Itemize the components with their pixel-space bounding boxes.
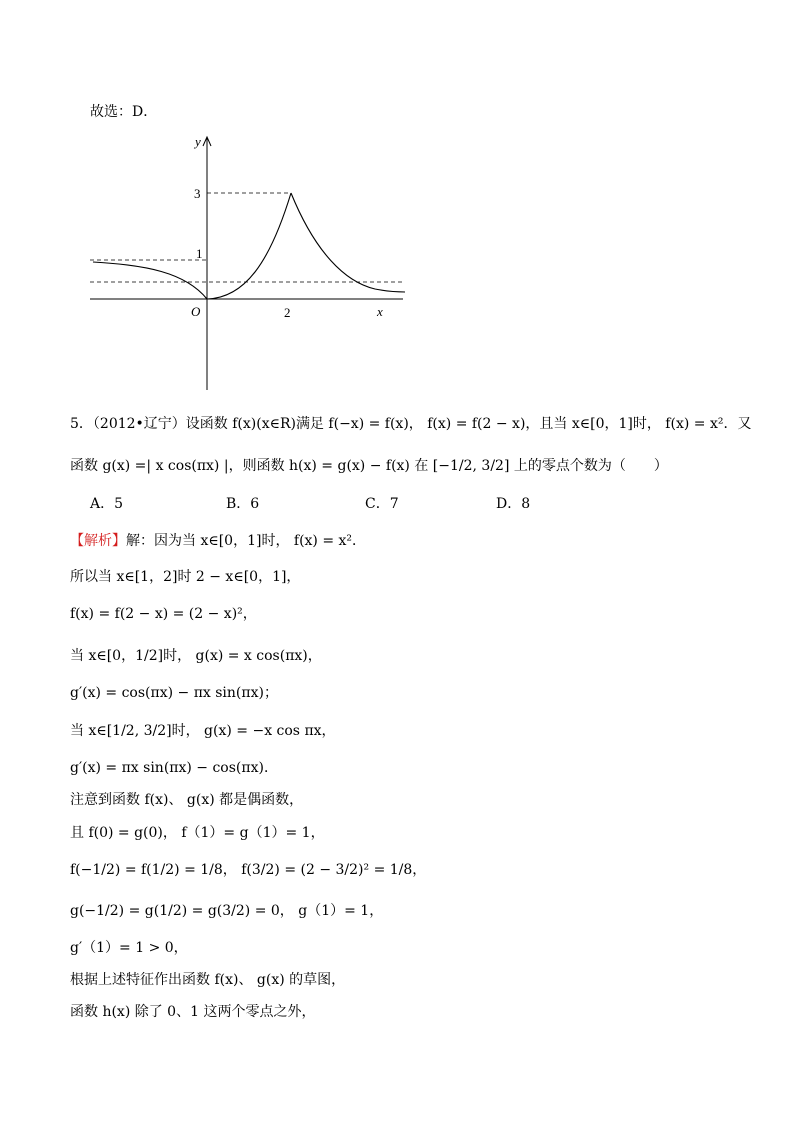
option-b: B．6 — [226, 496, 260, 512]
curve-falling — [291, 193, 405, 292]
solution-line-7: 注意到函数 f(x)、 g(x) 都是偶函数， — [70, 792, 304, 808]
solution-line-4: g′(x) = cos(πx) − πx sin(πx)； — [70, 685, 278, 701]
tick-label-2: 2 — [284, 305, 291, 320]
solution-line-1: 所以当 x∈[1，2]时 2 − x∈[0，1]， — [70, 569, 301, 585]
solution-line-12: 根据上述特征作出函数 f(x)、 g(x) 的草图， — [70, 972, 346, 988]
question-line-1-text: f(x)(x∈R)满足 f(−x) = f(x)， f(x) = f(2 − x)，且当 x∈[0，1]时， f(x) = x²．又 — [232, 416, 752, 432]
solution-line-6: g′(x) = πx sin(πx) − cos(πx)． — [70, 760, 278, 776]
solution-line-0 — [70, 531, 366, 551]
solution-line-13: 函数 h(x) 除了 0、1 这两个零点之外， — [70, 1004, 316, 1020]
solution-line-5: 当 x∈[1/2, 3/2]时， g(x) = −x cos πx， — [70, 723, 336, 739]
solution-tag: 【解析】 — [70, 533, 126, 549]
origin-label: O — [191, 304, 201, 319]
solution-line-11: g′（1）= 1 > 0， — [70, 940, 188, 956]
function-graph — [85, 132, 425, 397]
tick-label-1: 1 — [196, 246, 203, 261]
question-line-2: 函数 g(x) =| x cos(πx) |，则函数 h(x) = g(x) − f(x) 在 [−1/2, 3/2] 上的零点个数为（ ） — [70, 458, 668, 474]
x-axis-label: x — [377, 304, 383, 319]
solution-line-8: 且 f(0) = g(0)， f（1）= g（1）= 1， — [70, 825, 325, 841]
solution-line-3: 当 x∈[0，1/2]时， g(x) = x cos(πx)， — [70, 648, 322, 664]
y-axis-label: y — [195, 134, 201, 149]
option-d: D．8 — [496, 496, 531, 512]
option-a: A．5 — [90, 496, 124, 512]
curve-left — [93, 262, 207, 299]
question-line-1 — [70, 414, 751, 434]
curve-rising — [207, 193, 291, 299]
conclusion-text: 故选：D． — [90, 104, 158, 120]
question-prefix: 5．（2012•辽宁）设函数 — [70, 416, 228, 432]
solution-line-0-text: 解：因为当 x∈[0，1]时， f(x) = x²． — [126, 533, 367, 549]
solution-line-2: f(x) = f(2 − x) = (2 − x)²， — [70, 606, 257, 622]
solution-line-10: g(−1/2) = g(1/2) = g(3/2) = 0， g（1）= 1， — [70, 903, 384, 919]
solution-line-9: f(−1/2) = f(1/2) = 1/8， f(3/2) = (2 − 3/2)² = 1/8， — [70, 862, 427, 878]
tick-label-3: 3 — [194, 186, 201, 201]
option-c: C．7 — [365, 496, 399, 512]
